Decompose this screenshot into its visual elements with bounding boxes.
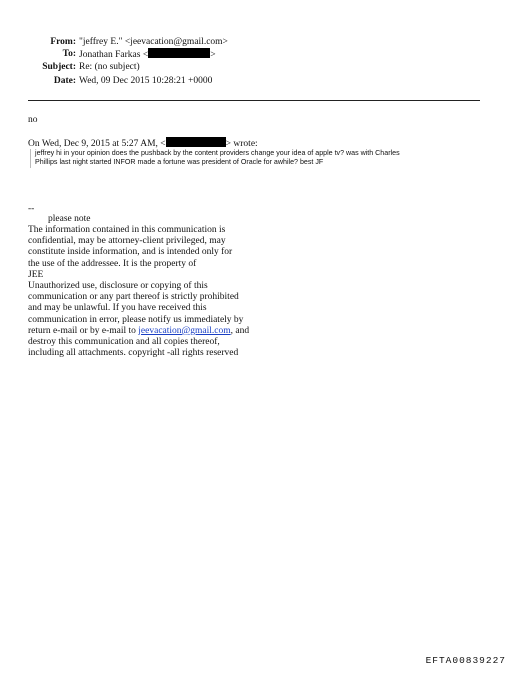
disclaimer-line: and may be unlawful. If you have received this [28,303,207,314]
to-name: Jonathan Farkas < [79,49,149,60]
link-line-suffix: , and [230,325,250,336]
disclaimer-line: Unauthorized use, disclosure or copying of this [28,281,208,292]
disclaimer-line: the use of the addressee. It is the property of [28,258,197,269]
from-value: "jeffrey E." <jeevacation@gmail.com> [79,37,228,47]
subject-value: Re: (no subject) [79,62,140,72]
quoted-line: jeffrey hi in your opinion does the pushback by the content providers change your idea of apple tv? was with Charles [35,149,400,157]
date-value: Wed, 09 Dec 2015 10:28:21 +0000 [79,75,213,86]
attribution-prefix: On Wed, Dec 9, 2015 at 5:27 AM, < [28,139,166,149]
from-label: From: [50,37,76,47]
please-note: please note [48,214,91,224]
to-suffix: > [210,49,216,60]
redaction-box [166,137,226,147]
disclaimer-block [28,225,249,359]
reply-text: no [28,115,38,125]
to-label: To: [62,48,76,59]
disclaimer-line: JEE [28,269,44,280]
header-divider [28,100,480,101]
disclaimer-line: destroy this communication and all copies thereof, [28,337,220,348]
quoted-line: Phillips last night started INFOR made a fortune was president of Oracle for awhile? best JF [35,158,324,167]
disclaimer-line: communication in error, please notify us immediately by [28,314,244,325]
disclaimer-line: constitute inside information, and is intended only for [28,247,233,258]
disclaimer-link-line [28,326,249,337]
email-link[interactable]: jeevacation@gmail.com [138,325,231,336]
attribution-suffix: > wrote: [225,139,258,149]
date-label: Date: [53,75,76,86]
to-value [79,48,216,61]
disclaimer-line: The information contained in this communication is [28,225,226,235]
disclaimer-line: confidential, may be attorney-client privileged, may [28,236,226,247]
signature-separator: -- [28,204,35,214]
quoted-message [30,149,400,168]
redaction-box [148,48,210,58]
link-line-prefix: return e-mail or by e-mail to [28,325,139,336]
document-id: EFTA00839227 [425,655,506,666]
disclaimer-line: including all attachments. copyright -all rights reserved [28,348,239,359]
disclaimer-line: communication or any part thereof is strictly prohibited [28,292,239,303]
subject-label: Subject: [42,62,76,72]
